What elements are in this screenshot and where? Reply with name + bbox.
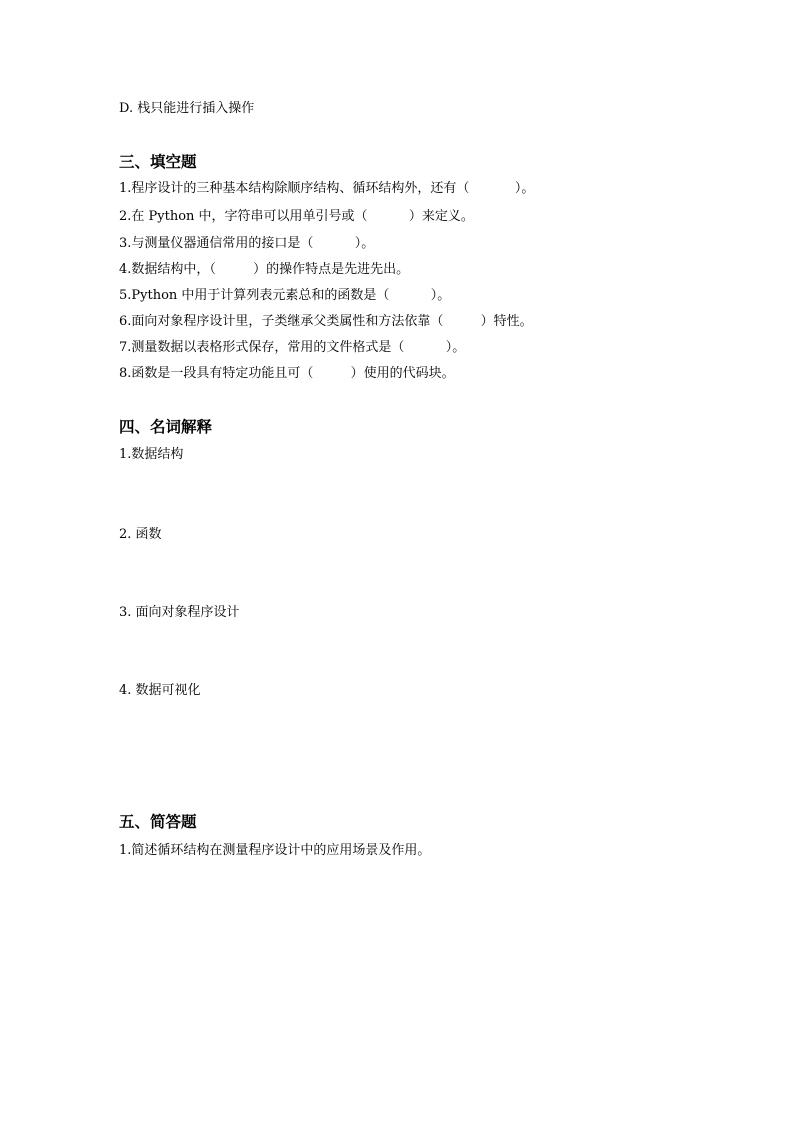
fill-blank-item-1: 1.程序设计的三种基本结构除顺序结构、循环结构外，还有（ ）。 [119, 181, 535, 196]
term-item-4: 4. 数据可视化 [119, 683, 201, 698]
short-answer-item-1: 1.简述循环结构在测量程序设计中的应用场景及作用。 [119, 843, 431, 858]
fill-blank-item-2: 2.在 Python 中，字符串可以用单引号或（ ）来定义。 [119, 209, 474, 224]
section3-title: 三、填空题 [119, 153, 197, 171]
option-d: D. 栈只能进行插入操作 [119, 101, 255, 116]
section4-title: 四、名词解释 [119, 418, 213, 436]
term-item-3: 3. 面向对象程序设计 [119, 605, 240, 620]
fill-blank-item-8: 8.函数是一段具有特定功能且可（ ）使用的代码块。 [119, 366, 455, 381]
fill-blank-item-7: 7.测量数据以表格形式保存，常用的文件格式是（ ）。 [119, 340, 466, 355]
section5-title: 五、简答题 [119, 813, 197, 831]
term-item-2: 2. 函数 [119, 527, 162, 542]
fill-blank-item-6: 6.面向对象程序设计里，子类继承父类属性和方法依靠（ ）特性。 [119, 314, 533, 329]
term-item-1: 1.数据结构 [119, 447, 184, 462]
fill-blank-item-4: 4.数据结构中，（ ）的操作特点是先进先出。 [119, 262, 410, 277]
fill-blank-item-3: 3.与测量仪器通信常用的接口是（ ）。 [119, 236, 375, 251]
fill-blank-item-5: 5.Python 中用于计算列表元素总和的函数是（ ）。 [119, 288, 451, 303]
